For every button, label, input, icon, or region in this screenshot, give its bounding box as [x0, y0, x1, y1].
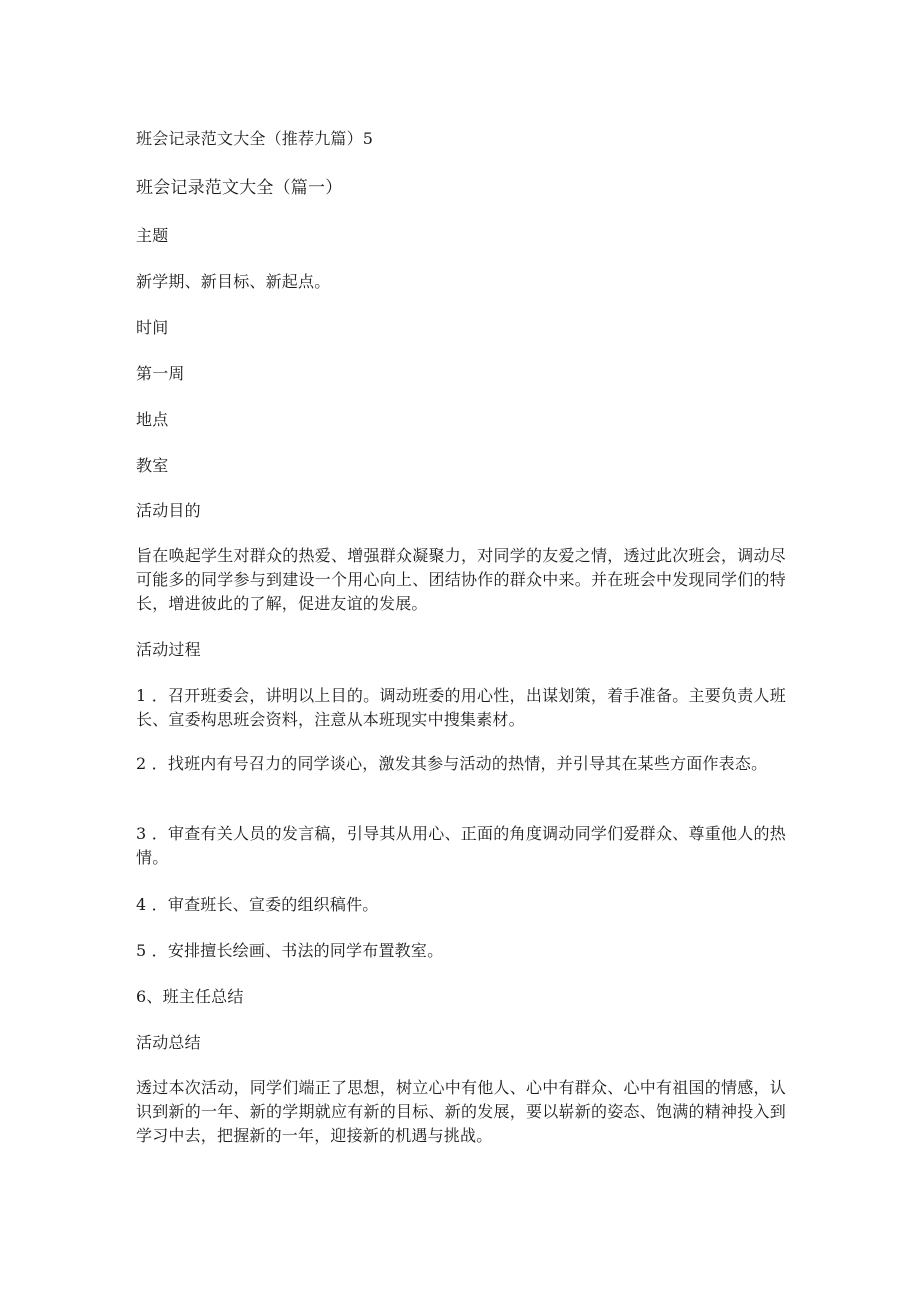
topic-label: 主题: [136, 226, 169, 245]
time-label: 时间: [136, 318, 169, 337]
document-title: 班会记录范文大全（推荐九篇）5: [136, 129, 374, 148]
purpose-label: 活动目的: [136, 501, 201, 520]
time-value: 第一周: [136, 364, 185, 383]
place-label: 地点: [136, 410, 169, 429]
process-item: 1 ．召开班委会，讲明以上目的。调动班委的用心性，出谋划策，着手准备。主要负责人班长、宣委构思班会资料，注意从本班现实中搜集素材。: [136, 686, 786, 729]
process-item: 2 ．找班内有号召力的同学谈心，激发其参与活动的热情，并引导其在某些方面作表态。: [136, 754, 768, 773]
process-item: 4 ．审查班长、宣委的组织稿件。: [136, 895, 379, 914]
place-value: 教室: [136, 456, 169, 475]
purpose-paragraph: 旨在唤起学生对群众的热爱、增强群众凝聚力，对同学的友爱之情，透过此次班会，调动尽可能多的同学参与到建设一个用心向上、团结协作的群众中来。并在班会中发现同学们的特长，增进彼此的了解，促进友谊的发展。: [136, 546, 786, 613]
process-item: 3 ．审查有关人员的发言稿，引导其从用心、正面的角度调动同学们爱群众、尊重他人的热情。: [136, 824, 786, 867]
process-label: 活动过程: [136, 640, 201, 659]
summary-paragraph: 透过本次活动，同学们端正了思想，树立心中有他人、心中有群众、心中有祖国的情感，认识到新的一年、新的学期就应有新的目标、新的发展，要以崭新的姿态、饱满的精神投入到学习中去，把握新的一年，迎接新的机遇与挑战。: [136, 1078, 786, 1145]
summary-label: 活动总结: [136, 1033, 201, 1052]
topic-value: 新学期、新目标、新起点。: [136, 272, 331, 291]
process-item: 6、班主任总结: [136, 987, 244, 1006]
section-title: 班会记录范文大全（篇一）: [136, 178, 343, 198]
process-item: 5 ．安排擅长绘画、书法的同学布置教室。: [136, 941, 444, 960]
